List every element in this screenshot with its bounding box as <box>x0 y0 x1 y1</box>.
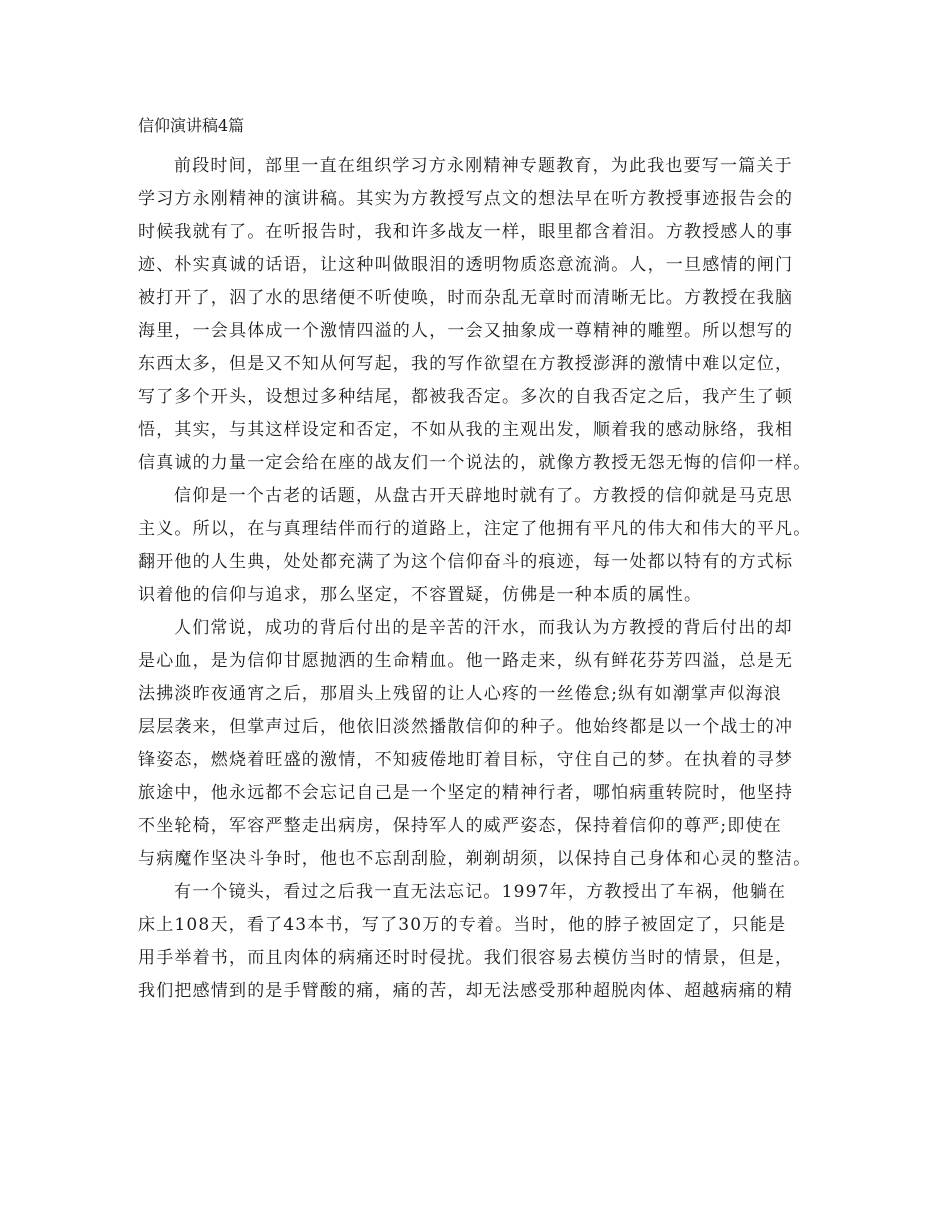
text-line: 法拂淡昨夜通宵之后，那眉头上残留的让人心疼的一丝倦怠;纵有如潮掌声似海浪 <box>138 684 782 704</box>
text-line: 不坐轮椅，军容严整走出病房，保持军人的威严姿态，保持着信仰的尊严;即使在 <box>138 816 782 836</box>
text-line: 我们把感情到的是手臂酸的痛，痛的苦，却无法感受那种超脱肉体、超越病痛的精 <box>138 981 794 1001</box>
text-line: 主义。所以，在与真理结伴而行的道路上，注定了他拥有平凡的伟大和伟大的平凡。 <box>138 519 812 539</box>
paragraph-first-line: 有一个镜头，看过之后我一直无法忘记。1997年，方教授出了车祸，他躺在 <box>174 882 787 902</box>
paragraph-first-line: 前段时间，部里一直在组织学习方永刚精神专题教育，为此我也要写一篇关于 <box>174 156 793 176</box>
text-line: 迹、朴实真诚的话语，让这种叫做眼泪的透明物质恣意流淌。人，一旦感情的闸门 <box>138 255 794 275</box>
text-line: 翻开他的人生典，处处都充满了为这个信仰奋斗的痕迹，每一处都以特有的方式标 <box>138 552 794 572</box>
text-line: 写了多个开头，设想过多种结尾，都被我否定。多次的自我否定之后，我产生了顿 <box>138 387 794 407</box>
text-line: 悟，其实，与其这样设定和否定，不如从我的主观出发，顺着我的感动脉络，我相 <box>138 420 794 440</box>
paragraph-first-line: 信仰是一个古老的话题，从盘古开天辟地时就有了。方教授的信仰就是马克思 <box>174 486 793 506</box>
text-line: 被打开了，泅了水的思绪便不听使唤，时而杂乱无章时而清晰无比。方教授在我脑 <box>138 288 794 308</box>
text-line: 海里，一会具体成一个激情四溢的人，一会又抽象成一尊精神的雕塑。所以想写的 <box>138 321 794 341</box>
text-line: 识着他的信仰与追求，那么坚定，不容置疑，仿佛是一种本质的属性。 <box>138 585 703 605</box>
document-body <box>138 150 818 1008</box>
text-line: 信真诚的力量一定会给在座的战友们一个说法的，就像方教授无怨无悔的信仰一样。 <box>138 453 812 473</box>
text-line: 层层袭来，但掌声过后，他依旧淡然播散信仰的种子。他始终都是以一个战士的冲 <box>138 717 794 737</box>
text-line: 与病魔作坚决斗争时，他也不忘刮刮脸，剃剃胡须，以保持自己身体和心灵的整洁。 <box>138 849 812 869</box>
text-line: 旅途中，他永远都不会忘记自己是一个坚定的精神行者，哪怕病重转院时，他坚持 <box>138 783 794 803</box>
document-title: 信仰演讲稿4篇 <box>138 116 245 135</box>
text-line: 时候我就有了。在听报告时，我和许多战友一样，眼里都含着泪。方教授感人的事 <box>138 222 794 242</box>
text-line: 是心血，是为信仰甘愿抛洒的生命精血。他一路走来，纵有鲜花芬芳四溢，总是无 <box>138 651 794 671</box>
text-line: 锋姿态，燃烧着旺盛的激情，不知疲倦地盯着目标，守住自己的梦。在执着的寻梦 <box>138 750 794 770</box>
text-line: 床上108天，看了43本书，写了30万的专着。当时，他的脖子被固定了，只能是 <box>138 915 787 935</box>
paragraph-first-line: 人们常说，成功的背后付出的是辛苦的汗水，而我认为方教授的背后付出的却 <box>174 618 793 638</box>
text-line: 学习方永刚精神的演讲稿。其实为方教授写点文的想法早在听方教授事迹报告会的 <box>138 189 794 209</box>
text-line: 东西太多，但是又不知从何写起，我的写作欲望在方教授澎湃的激情中难以定位， <box>138 354 794 374</box>
text-line: 用手举着书，而且肉体的病痛还时时侵扰。我们很容易去模仿当时的情景，但是， <box>138 948 794 968</box>
